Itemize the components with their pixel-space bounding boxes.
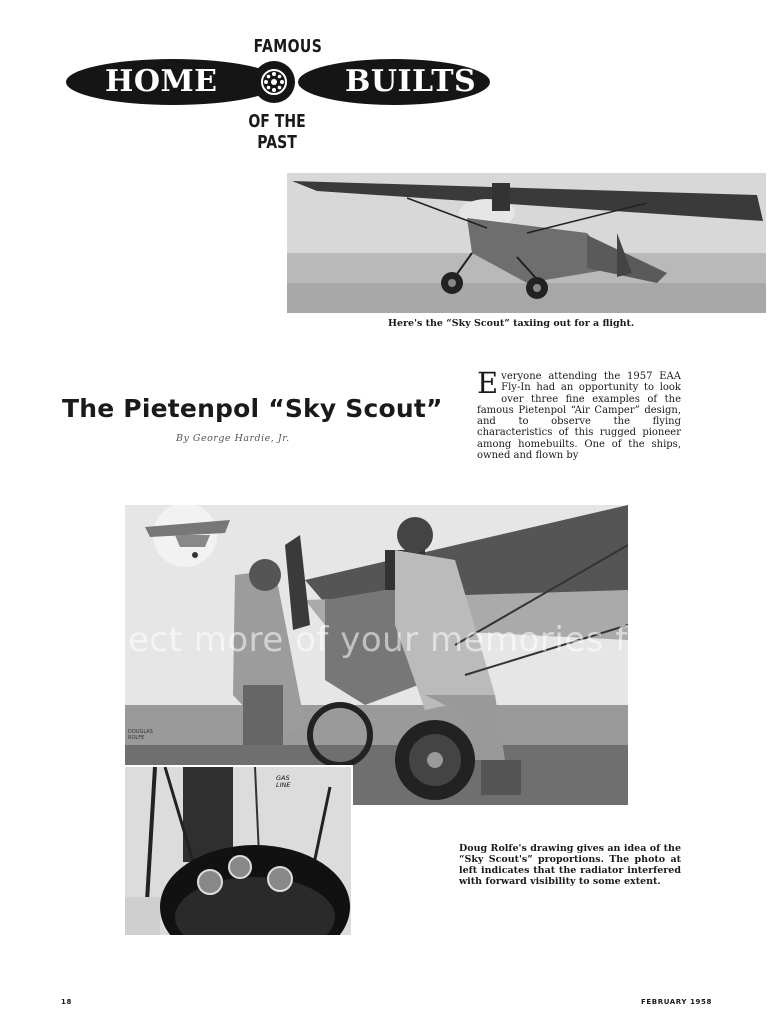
header-home: HOME bbox=[105, 64, 218, 99]
gas-line-label: GAS LINE bbox=[276, 774, 291, 789]
sky-scout-taxi-photo bbox=[287, 173, 766, 313]
issue-date: FEBRUARY 1958 bbox=[641, 998, 712, 1006]
cockpit-photo bbox=[125, 765, 353, 935]
article-title: The Pietenpol “Sky Scout” bbox=[62, 394, 443, 423]
propeller-hub-icon bbox=[253, 61, 295, 103]
page-number: 18 bbox=[61, 998, 72, 1006]
drawing-signature: DOUGLAS ROLFE bbox=[128, 729, 153, 741]
header-builts: BUILTS bbox=[345, 64, 477, 99]
top-photo-caption: Here's the “Sky Scout” taxiing out for a flight. bbox=[388, 318, 635, 329]
drop-cap: E bbox=[477, 366, 499, 400]
photo-watermark: ect more of your memories for bbox=[128, 620, 664, 660]
article-byline: By George Hardie, Jr. bbox=[176, 433, 290, 444]
article-body bbox=[477, 366, 681, 462]
header-famous: FAMOUS bbox=[253, 36, 323, 57]
header-of-the-past: OF THE PAST bbox=[248, 111, 306, 153]
drawing-caption: Doug Rolfe's drawing gives an idea of the “Sky Scout's” proportions. The photo at left indicates that the radiator interfered with forward visibility to some extent. bbox=[459, 843, 681, 887]
article-body-text: veryone attending the 1957 EAA Fly-In had an opportunity to look over three fine examples of the famous Pietenpol “Air Camper” design, and to observe the flying characteristics of this rugged pioneer among homebuilts. One of the ships, owned and flown by bbox=[477, 371, 681, 462]
